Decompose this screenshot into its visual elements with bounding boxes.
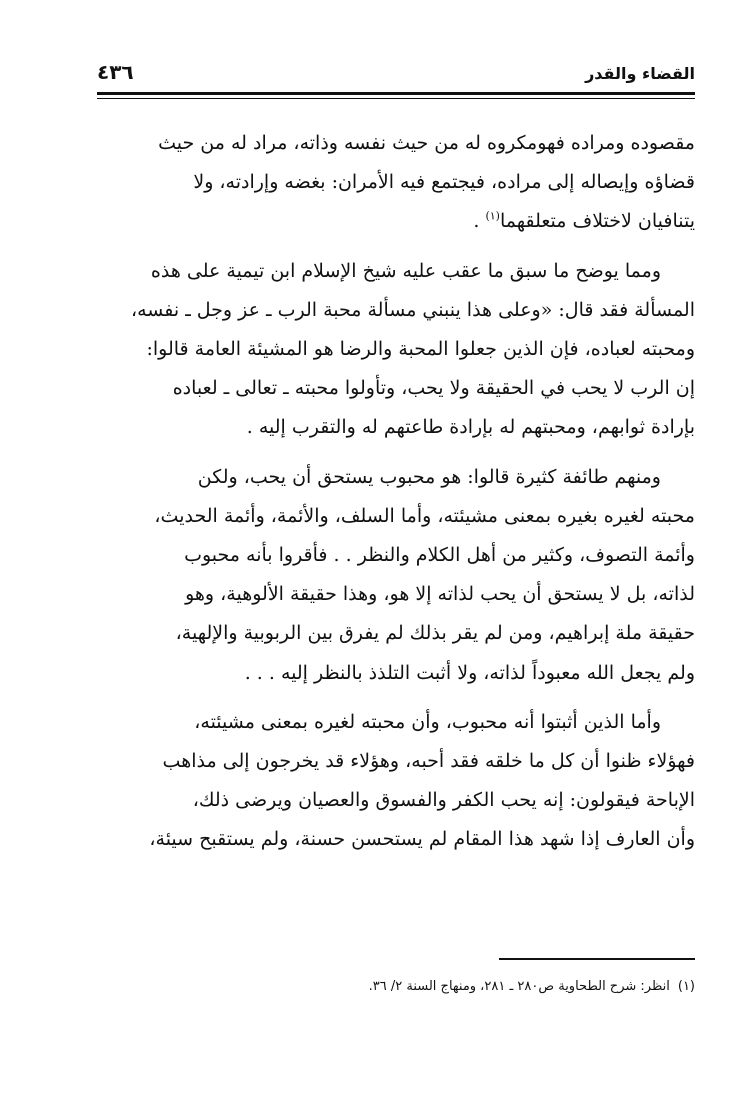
text-line: فهؤلاء ظنوا أن كل ما خلقه فقد أحبه، وهؤلاء قد يخرجون إلى مذاهب xyxy=(162,750,695,773)
header-rule-thin xyxy=(97,98,695,99)
footnote-reference[interactable]: (١) xyxy=(485,210,500,224)
footnote xyxy=(97,977,695,997)
footnote-number: (١) xyxy=(677,979,695,994)
text-line: ومنهم طائفة كثيرة قالوا: هو محبوب يستحق أن يحب، ولكن xyxy=(197,465,661,488)
text-line: لذاته، بل لا يستحق أن يحب لذاته إلا هو، وهذا حقيقة الألوهية، وهو xyxy=(185,583,695,606)
text-line: وأئمة التصوف، وكثير من أهل الكلام والنظر . . فأقروا بأنه محبوب xyxy=(184,544,695,567)
text-fragment: . xyxy=(473,210,486,233)
paragraph-3 xyxy=(97,458,695,693)
paragraph-1 xyxy=(97,124,695,242)
page-header xyxy=(97,58,695,94)
text-line: وأما الذين أثبتوا أنه محبوب، وأن محبته لغيره بمعنى مشيئته، xyxy=(194,710,661,733)
page-number: ٤٣٦ xyxy=(97,60,134,84)
text-line: المسألة فقد قال: «وعلى هذا ينبني مسألة محبة الرب ـ عز وجل ـ نفسه، xyxy=(130,298,695,321)
text-line: بإرادة ثوابهم، ومحبتهم له بإرادة طاعتهم له والتقرب إليه . xyxy=(246,416,695,439)
running-title: القضاء والقدر xyxy=(585,64,695,83)
paragraph-2 xyxy=(97,252,695,448)
text-line-with-footnote xyxy=(97,202,695,241)
text-line: وأن العارف إذا شهد هذا المقام لم يستحسن حسنة، ولم يستقبح سيئة، xyxy=(149,828,695,851)
paragraph-4 xyxy=(97,703,695,860)
body-text xyxy=(97,124,695,860)
text-line: ومما يوضح ما سبق ما عقب عليه شيخ الإسلام ابن تيمية على هذه xyxy=(150,259,661,282)
text-line: محبته لغيره بغيره بمعنى مشيئته، وأما السلف، والأئمة، وأئمة الحديث، xyxy=(154,504,695,527)
text-line: حقيقة ملة إبراهيم، ومن لم يقر بذلك لم يفرق بين الربوبية والإلهية، xyxy=(175,622,695,645)
text-fragment: يتنافيان لاختلاف متعلقهما xyxy=(499,210,695,233)
text-line: إن الرب لا يحب في الحقيقة ولا يحب، وتأولوا محبته ـ تعالى ـ لعباده xyxy=(172,377,695,400)
text-line: ومحبته لعباده، فإن الذين جعلوا المحبة والرضا هو المشيئة العامة قالوا: xyxy=(146,338,695,361)
text-line: ولم يجعل الله معبوداً لذاته، ولا أثبت التلذذ بالنظر إليه . . . xyxy=(244,661,695,684)
footnote-text: انظر: شرح الطحاوية ص٢٨٠ ـ ٢٨١، ومنهاج السنة ٢/ ٣٦. xyxy=(368,979,670,994)
text-line: قضاؤه وإيصاله إلى مراده، فيجتمع فيه الأمران: بغضه وإرادته، ولا xyxy=(193,171,695,194)
footnote-separator xyxy=(499,958,695,960)
text-line: مقصوده ومراده فهومكروه له من حيث نفسه وذاته، مراد له من حيث xyxy=(158,132,695,154)
header-rule-thick xyxy=(97,92,695,95)
text-line: الإباحة فيقولون: إنه يحب الكفر والفسوق والعصيان ويرضى ذلك، xyxy=(192,789,695,812)
